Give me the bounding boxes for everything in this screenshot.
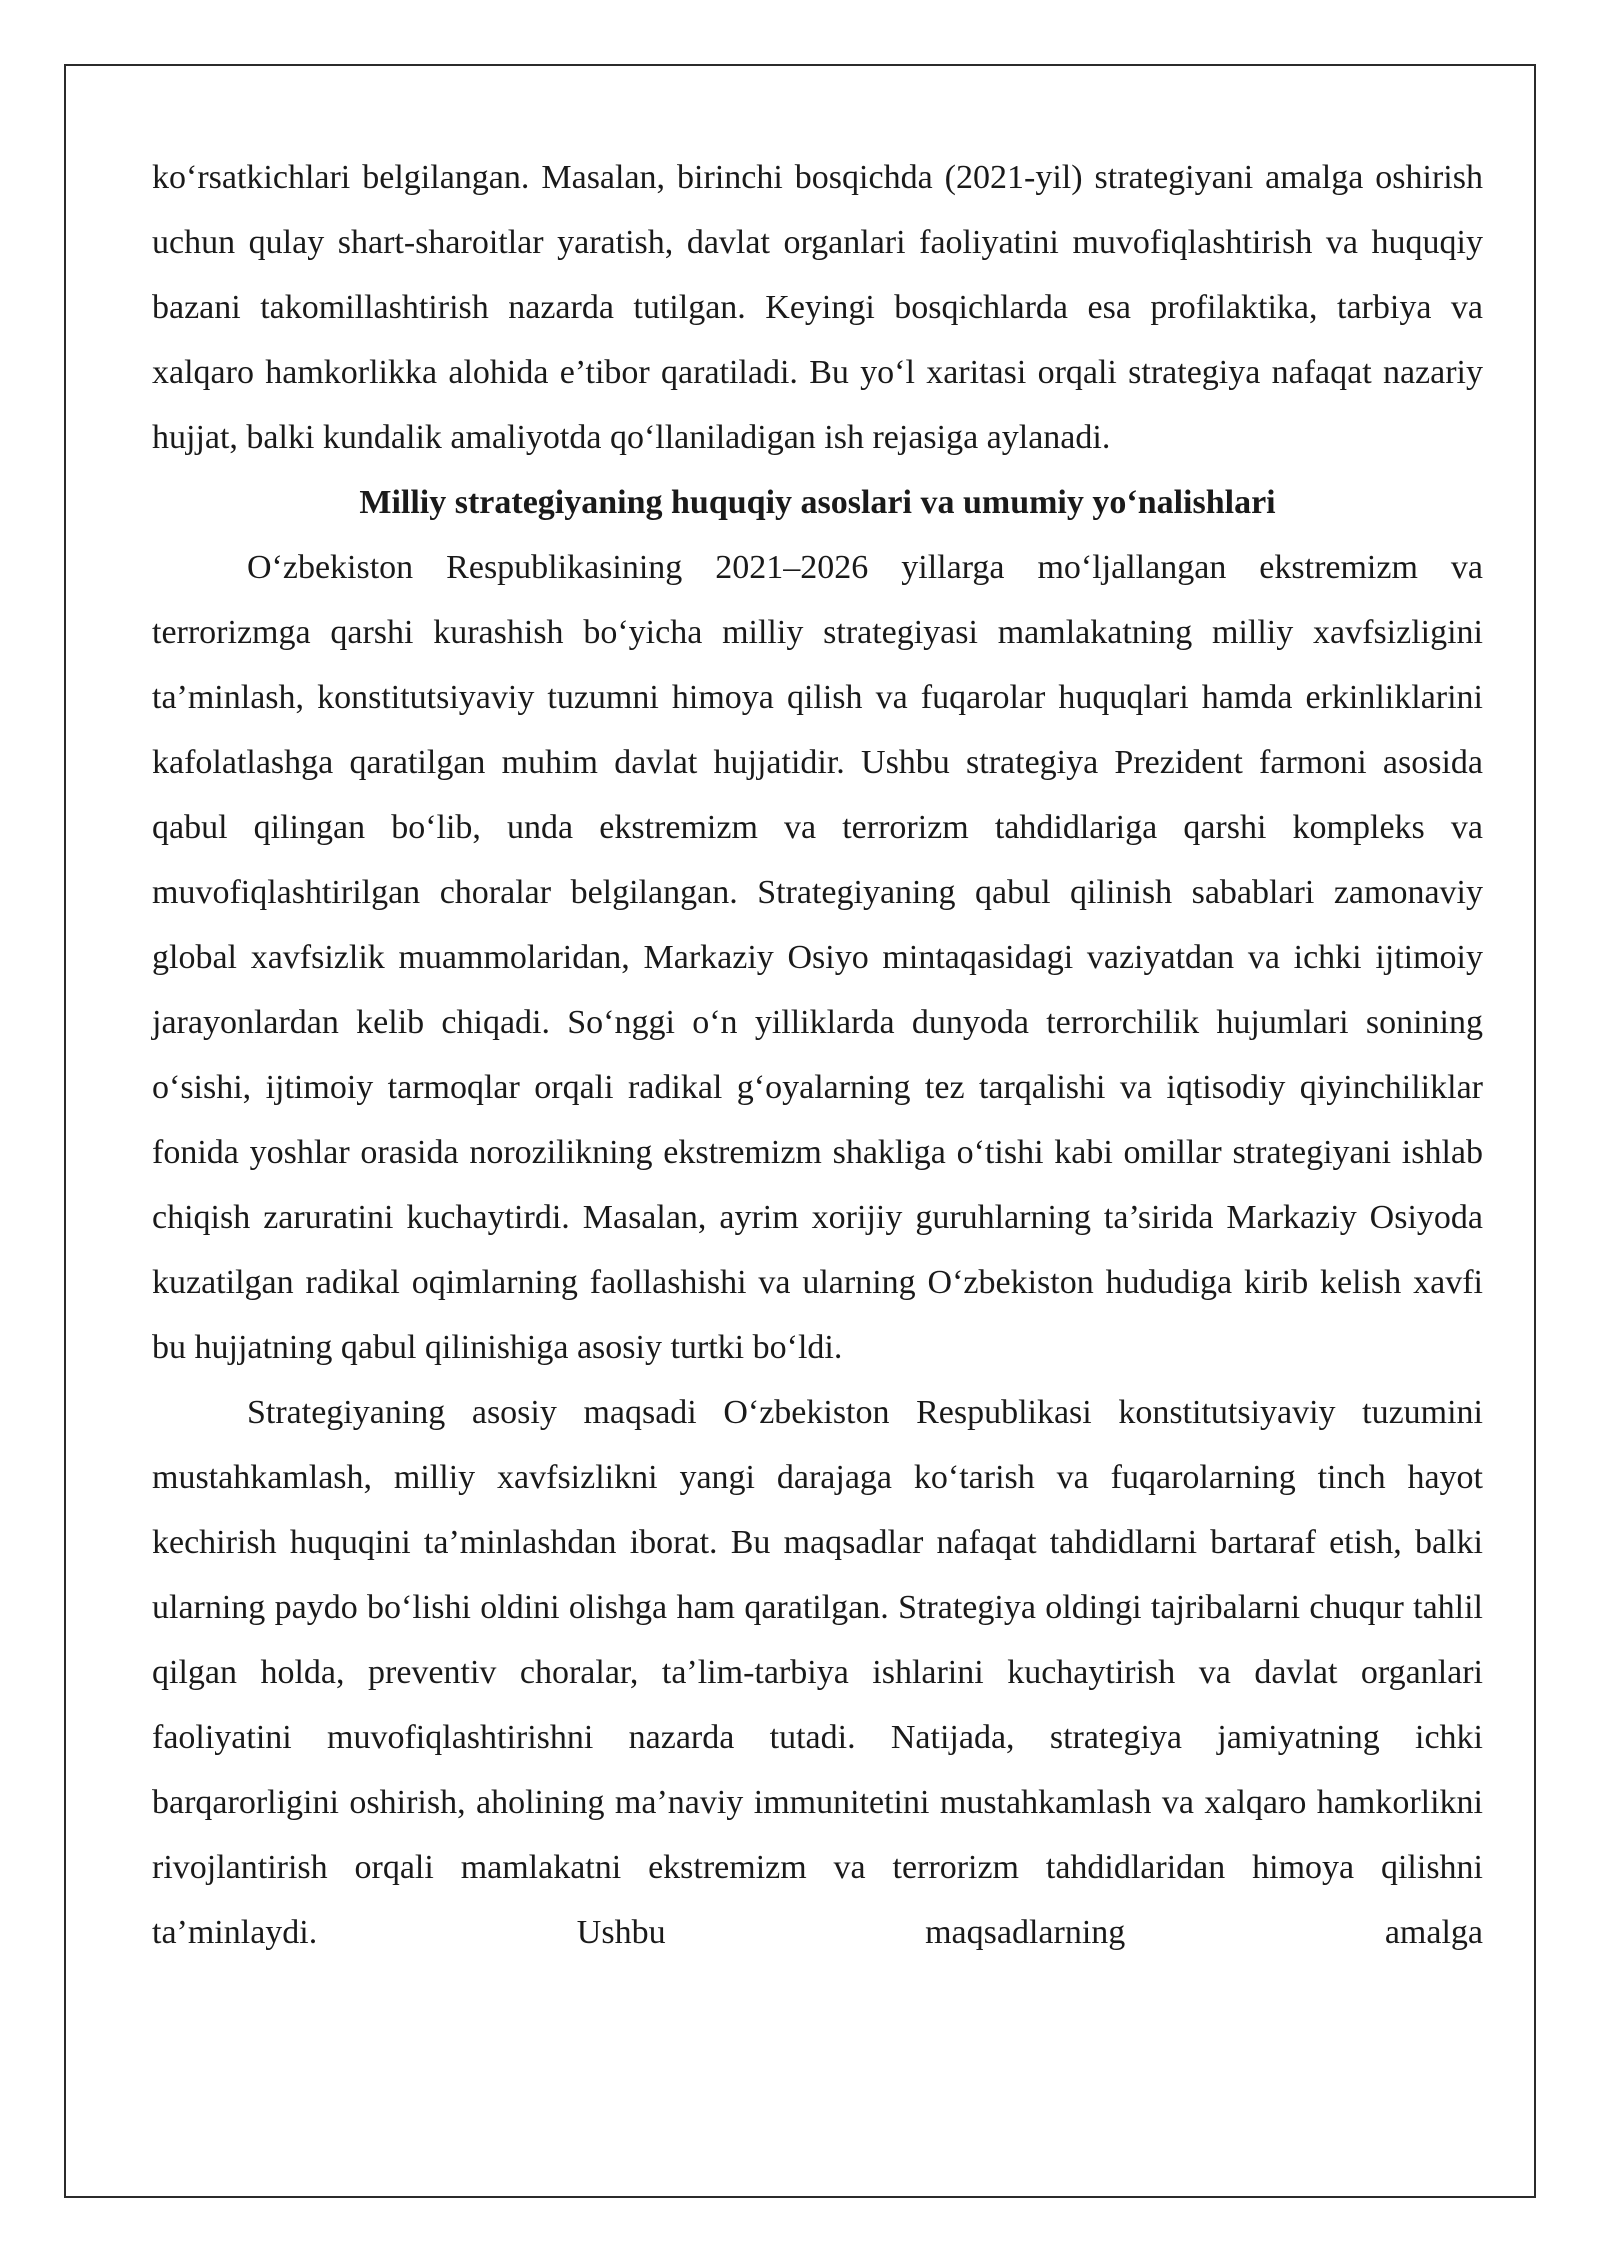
paragraph-main-goal: Strategiyaning asosiy maqsadi O‘zbekiston Respublikasi konstitutsiyaviy tuzumini mustahkamlash, milliy xavfsizlikni yangi darajaga ko‘tarish va fuqarolarning tinch hayot kechirish huquqini ta’minlashdan iborat. Bu maqsadlar nafaqat tahdidlarni bartaraf etish, balki ularning paydo bo‘lishi oldini olishga ham qaratilgan. Strategiya oldingi tajribalarni chuqur tahlil qilgan holda, preventiv choralar, ta’lim-tarbiya ishlarini kuchaytirish va davlat organlari faoliyatini muvofiqlashtirishni nazarda tutadi. Natijada, strategiya jamiyatning ichki barqarorligini oshirish, aholining ma’naviy immunitetini mustahkamlash va xalqaro hamkorlikni rivojlantirish orqali mamlakatni ekstremizm va terrorizm tahdidlaridan himoya qilishni ta’minlaydi. Ushbu maqsadlarning amalga — [152, 1394, 1483, 1951]
paragraph-continuation: ko‘rsatkichlari belgilangan. Masalan, birinchi bosqichda (2021-yil) strategiyani amalga oshirish uchun qulay shart-sharoitlar yaratish, davlat organlari faoliyatini muvofiqlashtirish va huquqiy bazani takomillashtirish nazarda tutilgan. Keyingi bosqichlarda esa profilaktika, tarbiya va xalqaro hamkorlikka alohida e’tibor qaratiladi. Bu yo‘l xaritasi orqali strategiya nafaqat nazariy hujjat, balki kundalik amaliyotda qo‘llaniladigan ish rejasiga aylanadi. — [152, 159, 1483, 456]
document-body — [152, 145, 1483, 1965]
section-heading: Milliy strategiyaning huquqiy asoslari va umumiy yo‘nalishlari — [359, 484, 1276, 521]
paragraph-legal-basis: O‘zbekiston Respublikasining 2021–2026 yillarga mo‘ljallangan ekstremizm va terrorizmga qarshi kurashish bo‘yicha milliy strategiyasi mamlakatning milliy xavfsizligini ta’minlash, konstitutsiyaviy tuzumni himoya qilish va fuqarolar huquqlari hamda erkinliklarini kafolatlashga qaratilgan muhim davlat hujjatidir. Ushbu strategiya Prezident farmoni asosida qabul qilingan bo‘lib, unda ekstremizm va terrorizm tahdidlariga qarshi kompleks va muvofiqlashtirilgan choralar belgilangan. Strategiyaning qabul qilinish sabablari zamonaviy global xavfsizlik muammolaridan, Markaziy Osiyo mintaqasidagi vaziyatdan va ichki ijtimoiy jarayonlardan kelib chiqadi. So‘nggi o‘n yilliklarda dunyoda terrorchilik hujumlari sonining o‘sishi, ijtimoiy tarmoqlar orqali radikal g‘oyalarning tez tarqalishi va iqtisodiy qiyinchiliklar fonida yoshlar orasida norozilikning ekstremizm shakliga o‘tishi kabi omillar strategiyani ishlab chiqish zaruratini kuchaytirdi. Masalan, ayrim xorijiy guruhlarning ta’sirida Markaziy Osiyoda kuzatilgan radikal oqimlarning faollashishi va ularning O‘zbekiston hududiga kirib kelish xavfi bu hujjatning qabul qilinishiga asosiy turtki bo‘ldi. — [152, 549, 1483, 1366]
